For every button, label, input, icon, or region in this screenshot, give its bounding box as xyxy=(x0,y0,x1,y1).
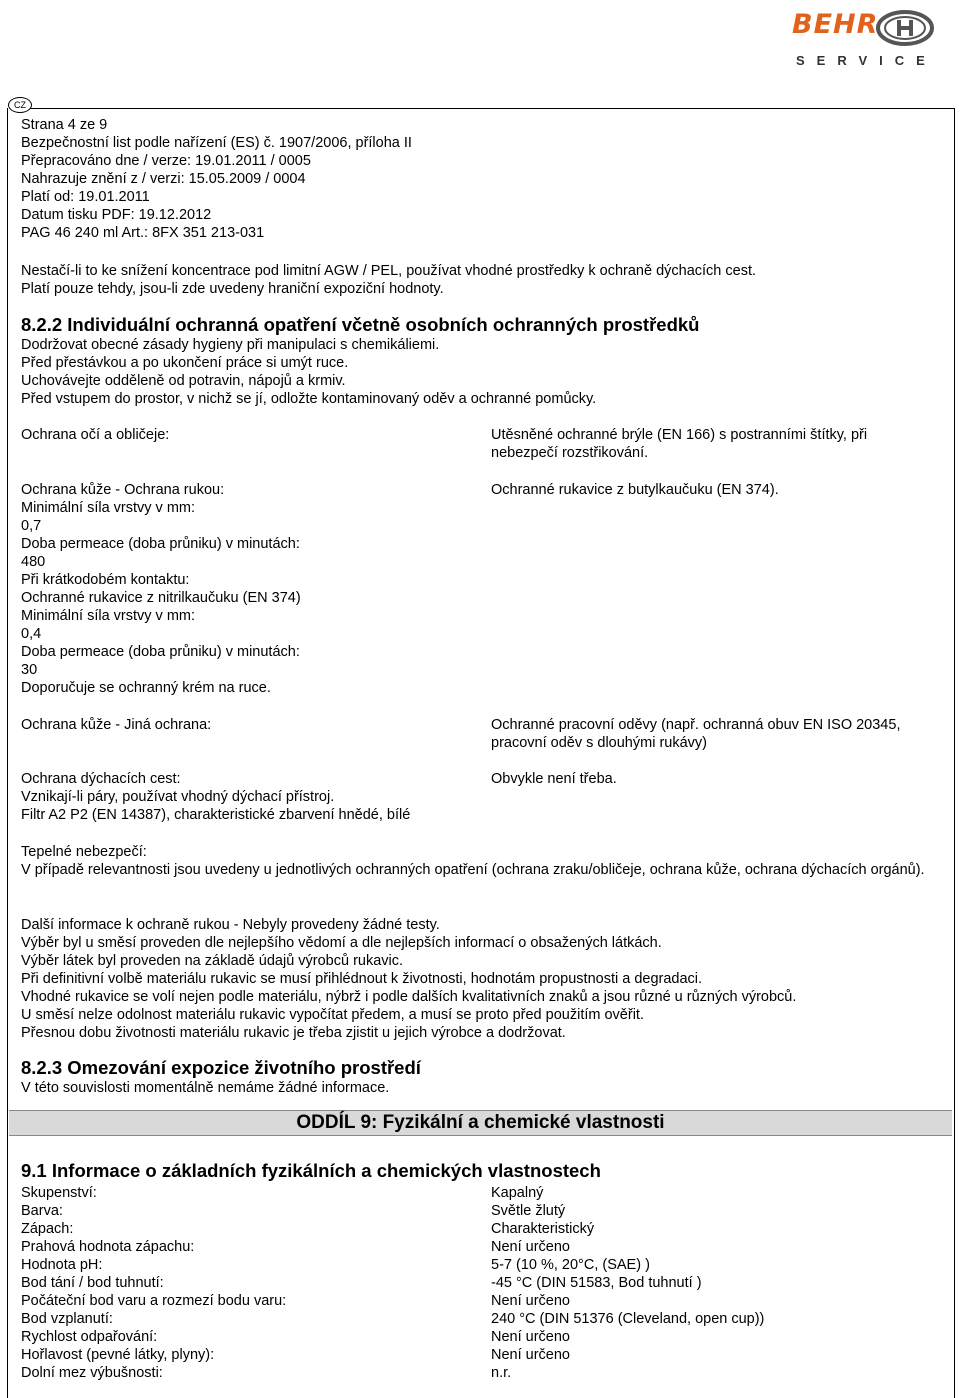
service-wordmark: SERVICE xyxy=(796,53,937,68)
respiratory-protection-line: Vznikají-li páry, používat vhodný dýchací přístroj. xyxy=(21,789,335,805)
other-skin-protection-label: Ochrana kůže - Jiná ochrana: xyxy=(21,717,212,733)
frame-right-border xyxy=(954,108,955,1398)
property-value: Není určeno xyxy=(491,1329,570,1345)
other-skin-protection-value: Ochranné pracovní oděvy (např. ochranná obuv EN ISO 20345, xyxy=(491,717,901,733)
hand-protection-line: 480 xyxy=(21,554,46,570)
hand-protection-line: 30 xyxy=(21,662,38,678)
property-value: Světle žlutý xyxy=(491,1203,566,1219)
section-8-2-3-title: 8.2.3 Omezování expozice životního prostředí xyxy=(21,1057,421,1078)
hand-protection-label: Ochrana kůže - Ochrana rukou: xyxy=(21,482,225,498)
hand-protection-line: Minimální síla vrstvy v mm: xyxy=(21,608,196,624)
section-9-banner xyxy=(9,1110,952,1136)
property-label: Skupenství: xyxy=(21,1185,97,1201)
behr-logo: BEHR xyxy=(792,9,879,40)
further-info-line: U směsí nelze odolnost materiálu rukavic vypočítat předem, a musí se proto před použitím ověřit. xyxy=(21,1007,644,1023)
frame-top-border xyxy=(30,108,955,109)
property-value: 240 °C (DIN 51376 (Cleveland, open cup)) xyxy=(491,1311,765,1327)
respiratory-protection-line: Filtr A2 P2 (EN 14387), charakteristické zbarvení hnědé, bílé xyxy=(21,807,411,823)
hand-protection-line: Doba permeace (doba průniku) v minutách: xyxy=(21,644,300,660)
intro-line: Nestačí-li to ke snížení koncentrace pod limitní AGW / PEL, používat vhodné prostředky k ochraně dýchacích cest. xyxy=(21,263,757,279)
hand-protection-line: Ochranné rukavice z nitrilkaučuku (EN 374) xyxy=(21,590,301,606)
further-info-line: Výběr látek byl proveden na základě údajů výrobců rukavic. xyxy=(21,953,404,969)
property-value: Není určeno xyxy=(491,1347,570,1363)
intro-line: Platí pouze tehdy, jsou-li zde uvedeny hraniční expoziční hodnoty. xyxy=(21,281,444,297)
thermal-hazard-text: V případě relevantnosti jsou uvedeny u jednotlivých ochranných opatření (ochrana zraku/obličeje, ochrana kůže, ochrana dýchacích orgánů). xyxy=(21,862,925,878)
respiratory-protection-label: Ochrana dýchacích cest: xyxy=(21,771,181,787)
property-value: -45 °C (DIN 51583, Bod tuhnutí ) xyxy=(491,1275,702,1291)
valid-from-line: Platí od: 19.01.2011 xyxy=(21,189,150,205)
respiratory-protection-value: Obvykle není třeba. xyxy=(491,771,617,787)
other-skin-protection-value: pracovní oděv s dlouhými rukávy) xyxy=(491,735,707,751)
replaces-line: Nahrazuje znění z / verzi: 15.05.2009 / 0004 xyxy=(21,171,306,187)
section-8-2-2-line: Před vstupem do prostor, v nichž se jí, odložte kontaminovaný oděv a ochranné pomůcky. xyxy=(21,391,597,407)
property-label: Bod tání / bod tuhnutí: xyxy=(21,1275,164,1291)
further-info-line: Další informace k ochraně rukou - Nebyly provedeny žádné testy. xyxy=(21,917,440,933)
section-8-2-3-text: V této souvislosti momentálně nemáme žádné informace. xyxy=(21,1080,390,1096)
property-value: Není určeno xyxy=(491,1239,570,1255)
property-label: Bod vzplanutí: xyxy=(21,1311,113,1327)
page-number: Strana 4 ze 9 xyxy=(21,117,108,133)
frame-left-border xyxy=(7,108,8,1398)
property-label: Hořlavost (pevné látky, plyny): xyxy=(21,1347,215,1363)
property-label: Počáteční bod varu a rozmezí bodu varu: xyxy=(21,1293,287,1309)
hand-protection-line: Minimální síla vrstvy v mm: xyxy=(21,500,196,516)
property-value: 5-7 (10 %, 20°C, (SAE) ) xyxy=(491,1257,650,1273)
country-badge: CZ xyxy=(8,97,32,113)
regulation-line: Bezpečnostní list podle nařízení (ES) č. 1907/2006, příloha II xyxy=(21,135,412,151)
further-info-line: Výběr byl u směsí proveden dle nejlepšího vědomí a dle nejlepších informací o obsažených látkách. xyxy=(21,935,662,951)
section-9-title: ODDÍL 9: Fyzikální a chemické vlastnosti xyxy=(296,1112,665,1133)
product-line: PAG 46 240 ml Art.: 8FX 351 213-031 xyxy=(21,225,265,241)
hand-protection-line: Při krátkodobém kontaktu: xyxy=(21,572,190,588)
hand-protection-line: Doporučuje se ochranný krém na ruce. xyxy=(21,680,271,696)
hand-protection-line: Doba permeace (doba průniku) v minutách: xyxy=(21,536,300,552)
property-label: Rychlost odpařování: xyxy=(21,1329,158,1345)
eye-protection-value: Utěsněné ochranné brýle (EN 166) s postranními štítky, při nebezpečí rozstřikování. xyxy=(491,427,868,461)
property-label: Prahová hodnota zápachu: xyxy=(21,1239,195,1255)
property-label: Hodnota pH: xyxy=(21,1257,103,1273)
print-date-line: Datum tisku PDF: 19.12.2012 xyxy=(21,207,212,223)
hand-protection-value: Ochranné rukavice z butylkaučuku (EN 374). xyxy=(491,482,779,498)
section-8-2-2-line: Před přestávkou a po ukončení práce si umýt ruce. xyxy=(21,355,349,371)
hella-logo-icon xyxy=(876,10,934,46)
property-label: Zápach: xyxy=(21,1221,74,1237)
property-label: Dolní mez výbušnosti: xyxy=(21,1365,163,1381)
section-8-2-2-line: Uchovávejte odděleně od potravin, nápojů a krmiv. xyxy=(21,373,346,389)
hand-protection-line: 0,4 xyxy=(21,626,42,642)
property-label: Barva: xyxy=(21,1203,63,1219)
section-9-1-title: 9.1 Informace o základních fyzikálních a chemických vlastnostech xyxy=(21,1160,601,1181)
further-info-line: Při definitivní volbě materiálu rukavic se musí přihlédnout k životnosti, hodnotám propustnosti a degradaci. xyxy=(21,971,703,987)
further-info-line: Přesnou dobu životnosti materiálu rukavic je třeba zjistit u jejich výrobce a dodržovat. xyxy=(21,1025,566,1041)
section-8-2-2-title: 8.2.2 Individuální ochranná opatření včetně osobních ochranných prostředků xyxy=(21,314,700,335)
property-value: Není určeno xyxy=(491,1293,570,1309)
section-8-2-2-line: Dodržovat obecné zásady hygieny při manipulaci s chemikáliemi. xyxy=(21,337,440,353)
revision-line: Přepracováno dne / verze: 19.01.2011 / 0005 xyxy=(21,153,311,169)
eye-protection-label: Ochrana očí a obličeje: xyxy=(21,427,170,443)
property-value: Kapalný xyxy=(491,1185,544,1201)
further-info-line: Vhodné rukavice se volí nejen podle materiálu, nýbrž i podle dalších kvalitativních znaků a jsou různé u různých výrobců. xyxy=(21,989,797,1005)
property-value: n.r. xyxy=(491,1365,512,1381)
hand-protection-line: 0,7 xyxy=(21,518,42,534)
property-value: Charakteristický xyxy=(491,1221,595,1237)
thermal-hazard-label: Tepelné nebezpečí: xyxy=(21,844,147,860)
